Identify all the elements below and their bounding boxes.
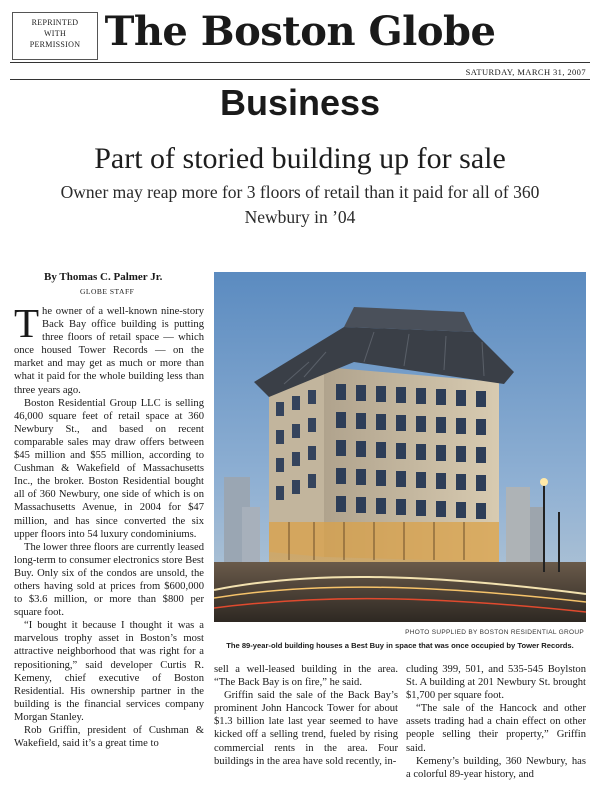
subheadline: Owner may reap more for 3 floors of retail than it paid for all of 360 Newbury in ’04 (60, 182, 540, 227)
article-paragraph: “I bought it because I thought it was a marvelous trophy asset in Boston’s most attractive neighborhood that was right for a repositioning,” said developer Curtis R. Kemeny, chief executive of Boston Residential. His ownership partner in the building is the financial services company Morgan Stanley. (14, 620, 204, 723)
byline-staff: GLOBE STAFF (80, 287, 135, 296)
masthead-rule-top (10, 62, 590, 63)
article-column-2 (214, 663, 398, 781)
article-paragraph: Kemeny’s building, 360 Newbury, has a colorful 89-year history, and (406, 755, 586, 780)
photo-credit: PHOTO SUPPLIED BY BOSTON RESIDENTIAL GROUP (405, 629, 584, 636)
masthead-logo: The Boston Globe (104, 8, 496, 55)
article-paragraph: The lower three floors are currently leased long-term to consumer electronics store Best Buy. Only six of the condos are unsold, the others having sold at prices from $600,000 to $3.6 million, or more than $800 per square foot. (14, 541, 204, 619)
article-column-3 (406, 663, 586, 781)
reprint-line-1: REPRINTED (31, 18, 79, 27)
masthead-rule-bottom (10, 79, 590, 80)
photo-caption: The 89-year-old building houses a Best Buy in space that was once occupied by Tower Records. (226, 641, 574, 650)
headline: Part of storied building up for sale (94, 142, 506, 175)
article-paragraph: Boston Residential Group LLC is selling 46,000 square feet of retail space at 360 Newbury St., and based on recent comparable sales may draw offers between $45 million and $55 million, according to Cushman & Wakefield of Massachusetts Inc., the broker. Boston Residential bought all of 360 Newbury, one side of which is on Massachusetts Avenue, in 2004 for $47 million, and has since converted the six upper floors into 54 luxury condominiums. (14, 397, 204, 540)
article-column-1 (14, 305, 204, 781)
article-paragraph: sell a well-leased building in the area. “The Back Bay is on fire,” he said. (214, 664, 398, 689)
reprint-line-3: PERMISSION (29, 40, 81, 49)
article-paragraph: “The sale of the Hancock and other assets trading had a chain effect on other people selling their property,” Griffin said. (406, 703, 586, 754)
section-title: Business (219, 82, 381, 123)
article-paragraph: The owner of a well-known nine-story Back Bay office building is putting three floors of retail space — which once housed Tower Records — on the market and may get as much or more than what it paid for the whole building less than three years ago. (14, 305, 204, 396)
drop-cap: T (14, 305, 40, 346)
article-paragraph: cluding 399, 501, and 535-545 Boylston St. A building at 201 Newbury St. brought $1,700 per square foot. (406, 664, 586, 702)
reprint-line-2: WITH (43, 29, 67, 38)
dateline: SATURDAY, MARCH 31, 2007 (465, 67, 586, 77)
article-paragraph: Griffin said the sale of the Back Bay’s prominent John Hancock Tower for about $1.3 billion late last year seemed to have kicked off a selling trend, fueled by rising commercial rents in the area. Four buildings in the area have sold recently, in- (214, 690, 398, 767)
building-photo (214, 272, 586, 622)
byline: By Thomas C. Palmer Jr. (44, 271, 163, 283)
article-paragraph: Rob Griffin, president of Cushman & Wakefield, said it’s a great time to (14, 725, 204, 750)
